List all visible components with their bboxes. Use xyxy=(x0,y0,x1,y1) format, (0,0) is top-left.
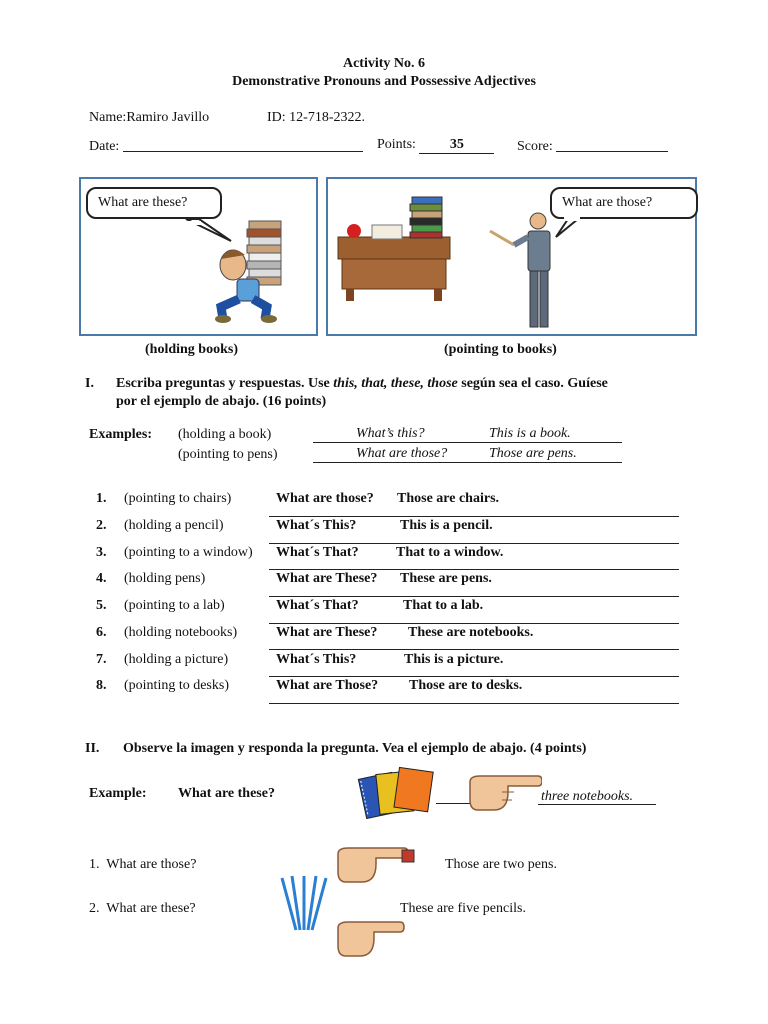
item-question[interactable]: What´s That? xyxy=(276,598,359,613)
score-row xyxy=(517,137,668,155)
example-prompt: (pointing to pens) xyxy=(178,447,278,462)
item-number: 3. xyxy=(96,545,107,560)
item-number: 2. xyxy=(96,518,107,533)
example-prompt: (holding a book) xyxy=(178,427,272,442)
item-number: 1. xyxy=(96,491,107,506)
item-number: 4. xyxy=(96,571,107,586)
item-question[interactable]: What´s That? xyxy=(276,545,359,560)
item-question[interactable]: What´s This? xyxy=(276,518,357,533)
question-1 xyxy=(89,857,196,873)
pointing-hand-icon xyxy=(466,768,542,816)
item-answer[interactable]: That to a window. xyxy=(396,545,504,560)
item-answer[interactable]: This is a pencil. xyxy=(400,518,493,533)
date-label: Date: xyxy=(89,139,120,154)
question-number: 1. xyxy=(89,857,100,872)
points-value: 35 xyxy=(419,137,494,154)
points-row xyxy=(377,137,494,154)
desk xyxy=(338,237,450,301)
id-value: 12-718-2322. xyxy=(289,110,365,125)
section1-instruction xyxy=(116,376,676,392)
example-answer: three notebooks. xyxy=(541,789,634,804)
section2-numeral: II. xyxy=(85,741,100,756)
right-speech-bubble: What are those? xyxy=(550,187,698,219)
question-text: What are these? xyxy=(106,901,196,916)
id-row xyxy=(267,110,365,126)
section1-numeral: I. xyxy=(85,376,94,391)
left-speech-bubble: What are these? xyxy=(86,187,222,219)
left-panel-caption: (holding books) xyxy=(145,342,238,357)
item-answer[interactable]: That to a lab. xyxy=(403,598,484,613)
example-question: What’s this? xyxy=(356,426,425,441)
item-question[interactable]: What´s This? xyxy=(276,652,357,667)
pointing-hand-icon xyxy=(334,914,406,960)
pointing-hand-icon xyxy=(334,840,418,886)
example-question: What are those? xyxy=(356,446,448,461)
instruction-words: this, that, these, those xyxy=(333,376,458,391)
item-question[interactable]: What are These? xyxy=(276,625,378,640)
item-prompt: (pointing to a lab) xyxy=(124,598,225,613)
notebooks-icon xyxy=(356,764,440,820)
apple-icon xyxy=(347,224,361,238)
item-prompt: (pointing to chairs) xyxy=(124,491,232,506)
score-label: Score: xyxy=(517,139,553,154)
item-number: 7. xyxy=(96,652,107,667)
example-answer: Those are pens. xyxy=(489,446,577,461)
score-field[interactable] xyxy=(556,137,668,152)
examples-label: Examples: xyxy=(89,427,152,442)
item-prompt: (holding a picture) xyxy=(124,652,229,667)
section1-instruction-line2: por el ejemplo de abajo. (16 points) xyxy=(116,394,327,409)
example-label: Example: xyxy=(89,786,147,801)
pens-icon xyxy=(276,872,332,934)
item-question[interactable]: What are those? xyxy=(276,491,374,506)
name-value: Ramiro Javillo xyxy=(126,110,210,125)
points-label: Points: xyxy=(377,137,416,152)
boy-holding-books-illustration xyxy=(81,179,316,334)
answer-1[interactable]: Those are two pens. xyxy=(445,857,557,872)
item-prompt: (pointing to desks) xyxy=(124,678,229,693)
item-answer[interactable]: This is a picture. xyxy=(404,652,504,667)
instruction-end: según sea el caso. Guíese xyxy=(457,376,608,391)
question-text: What are those? xyxy=(106,857,197,872)
right-panel-caption: (pointing to books) xyxy=(444,342,557,357)
sharpener-icon xyxy=(402,850,414,862)
answer-2[interactable]: These are five pencils. xyxy=(400,901,526,916)
page-title: Activity No. 6 xyxy=(342,56,426,71)
item-question[interactable]: What are Those? xyxy=(276,678,379,693)
item-answer[interactable]: These are pens. xyxy=(400,571,492,586)
name-row xyxy=(89,110,209,126)
left-illustration-panel xyxy=(79,177,318,336)
example-answer: This is a book. xyxy=(489,426,571,441)
item-question[interactable]: What are These? xyxy=(276,571,378,586)
item-answer[interactable]: These are notebooks. xyxy=(408,625,534,640)
item-number: 6. xyxy=(96,625,107,640)
teacher-desk-illustration xyxy=(328,179,695,334)
pointer-stick xyxy=(490,231,514,245)
instruction-start: Escriba preguntas y respuestas. Use xyxy=(116,376,334,391)
example-question: What are these? xyxy=(178,786,275,801)
item-prompt: (holding pens) xyxy=(124,571,206,586)
item-number: 5. xyxy=(96,598,107,613)
name-label: Name: xyxy=(89,110,127,125)
id-label: ID: xyxy=(267,110,286,125)
section2-instruction: Observe la imagen y responda la pregunta. Vea el ejemplo de abajo. (4 points) xyxy=(123,741,587,756)
item-number: 8. xyxy=(96,678,107,693)
item-prompt: (holding notebooks) xyxy=(124,625,238,640)
item-prompt: (holding a pencil) xyxy=(124,518,224,533)
book-stack xyxy=(410,197,442,238)
item-prompt: (pointing to a window) xyxy=(124,545,253,560)
date-row xyxy=(89,137,363,155)
question-number: 2. xyxy=(89,901,100,916)
book-stack xyxy=(247,221,281,285)
question-2 xyxy=(89,901,196,917)
page-subtitle: Demonstrative Pronouns and Possessive Adjectives xyxy=(232,74,536,89)
date-field[interactable] xyxy=(123,137,363,152)
item-answer[interactable]: Those are chairs. xyxy=(397,491,500,506)
right-illustration-panel xyxy=(326,177,697,336)
item-answer[interactable]: Those are to desks. xyxy=(409,678,523,693)
